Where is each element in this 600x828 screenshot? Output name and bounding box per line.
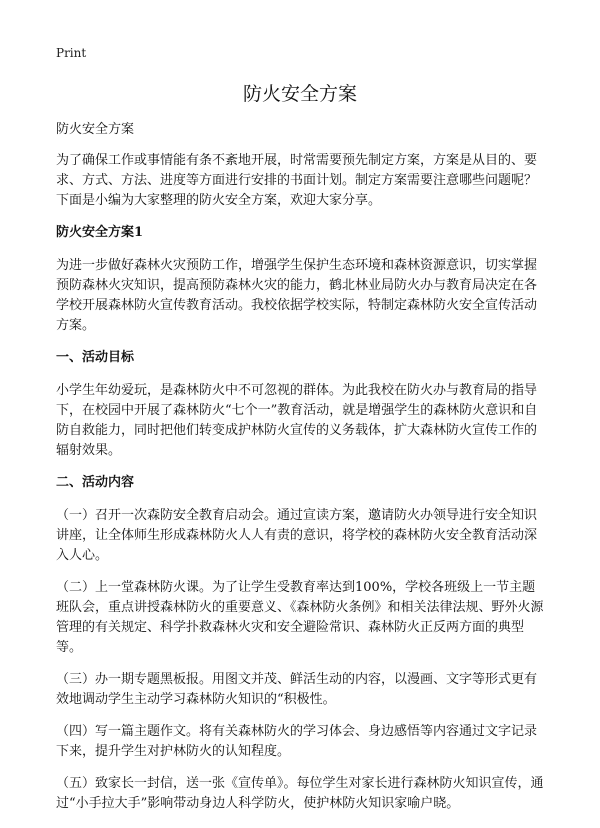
list-item: （五）致家长一封信，送一张《宣传单》。每位学生对家长进行森林防火知识宣传，通过“小手拉大手”影响带动身边人科学防火，使护林防火知识家喻户晓。 <box>56 776 544 811</box>
section-paragraph: 为进一步做好森林火灾预防工作，增强学生保护生态环境和森林资源意识，切实掌握预防森林火灾知识，提高预防森林火灾的能力，鹤北林业局防火办与教育局决定在各学校开展森林防火宣传教育活动。我校依据学校实际，特制定森林防火安全宣传活动方案。 <box>56 258 538 333</box>
intro-paragraph: 为了确保工作或事情能有条不紊地开展，时常需要预先制定方案，方案是从目的、要求、方式、方法、进度等方面进行安排的书面计划。制定方案需要注意哪些问题呢？下面是小编为大家整理的防火安全方案，欢迎大家分享。 <box>56 153 538 208</box>
goal-heading: 一、活动目标 <box>56 350 135 365</box>
content-heading: 二、活动内容 <box>56 475 135 490</box>
print-link[interactable]: Print <box>56 46 87 60</box>
list-item: （三）办一期专题黑板报。用图文并茂、鲜活生动的内容，以漫画、文字等形式更有效地调动学生主动学习森林防火知识的“积极性。 <box>56 672 538 707</box>
subtitle: 防火安全方案 <box>56 122 135 137</box>
list-item: （二）上一堂森林防火课。为了让学生受教育率达到100%，学校各班级上一节主题班队会，重点讲授森林防火的重要意义、《森林防火条例》和相关法律法规、野外火源管理的有关规定、科学扑救森林火灾和安全避险常识、森林防火正反两方面的典型等。 <box>56 580 544 655</box>
list-item: （四）写一篇主题作文。将有关森林防火的学习体会、身边感悟等内容通过文字记录下来，提升学生对护林防火的认知程度。 <box>56 724 538 759</box>
goal-paragraph: 小学生年幼爱玩，是森林防火中不可忽视的群体。为此我校在防火办与教育局的指导下，在校园中开展了森林防火“七个一”教育活动，就是增强学生的森林防火意识和自防自救能力，同时把他们转变成护林防火宣传的义务载体，扩大森林防火宣传工作的辐射效果。 <box>56 383 538 458</box>
section-heading: 防火安全方案1 <box>56 225 144 240</box>
page-title: 防火安全方案 <box>242 83 357 105</box>
document-body <box>56 120 546 826</box>
list-item: （一）召开一次森防安全教育启动会。通过宣读方案，邀请防火办领导进行安全知识讲座，让全体师生形成森林防火人人有责的意识，将学校的森林防火安全教育活动深入人心。 <box>56 508 538 563</box>
